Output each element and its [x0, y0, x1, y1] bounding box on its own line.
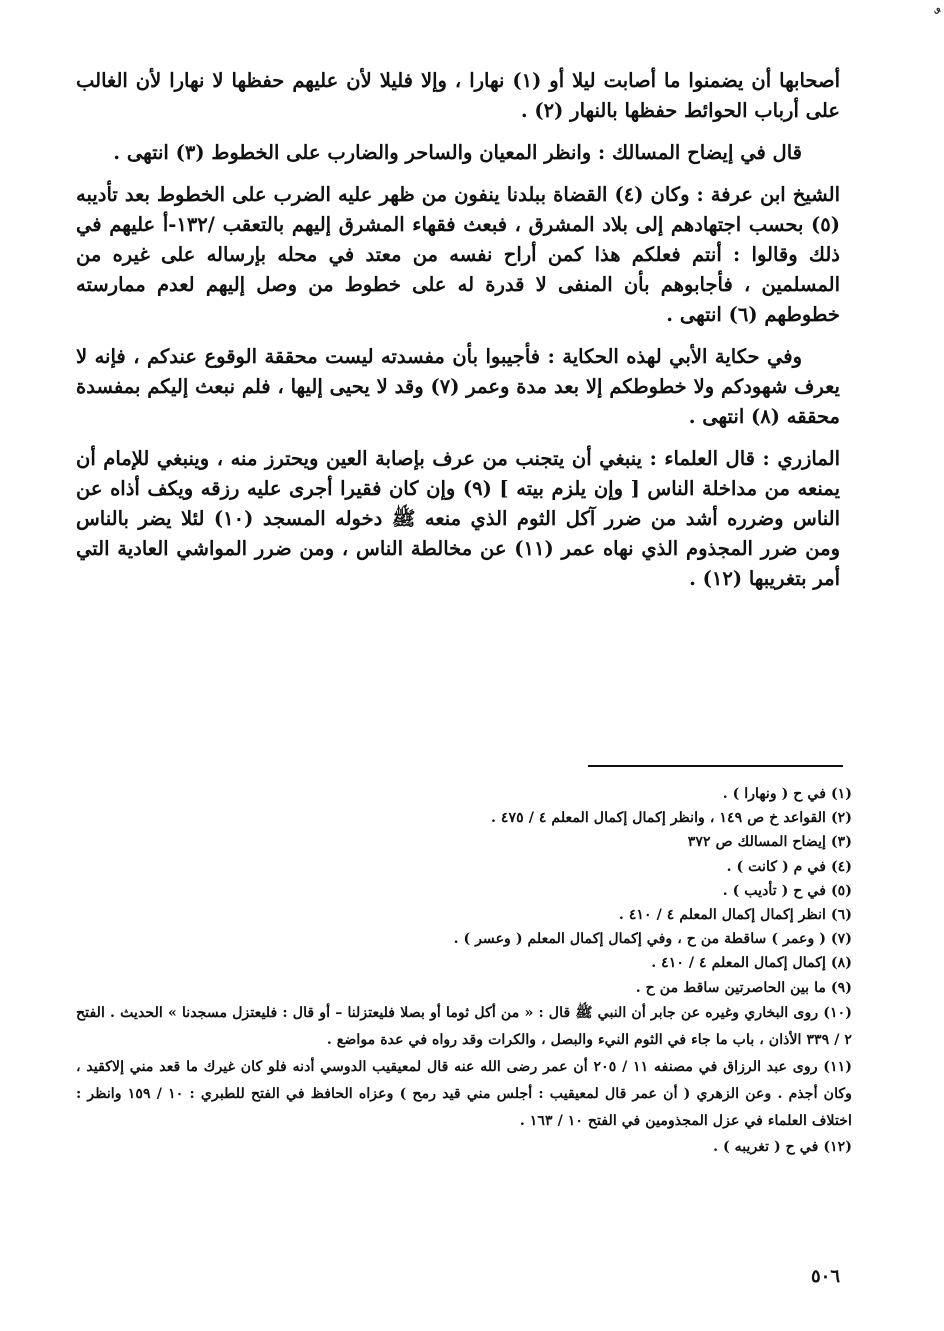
footnote-3: (٣) إيضاح المسالك ص ٣٧٢ [687, 834, 852, 851]
paragraph-1: أصحابها أن يضمنوا ما أصابت ليلا أو (١) نهارا ، وإلا فليلا لأن عليهم حفظها لا نهارا لأن الغالب على أرباب الحوائط حفظها بالنهار (٢) . [76, 69, 840, 122]
footnote-2: (٢) القواعد خ ص ١٤٩ ، وانظر إكمال إكمال المعلم ٤ / ٤٧٥ . [490, 810, 852, 827]
footnote-10: (١٠) روى البخاري وغيره عن جابر أن النبي ﷺ قال : « من أكل ثوما أو بصلا فليعتزلنا – أو قال : فليعتزل مسجدنا » الحديث . الفتح ٢ / ٣٣٩ الأذان ، باب ما جاء في الثوم النيء والبصل ، والكرات وقد رواه في عدة مواضع . [76, 1004, 852, 1048]
footnotes [76, 782, 852, 1159]
paragraph-5: المازري : قال العلماء : ينبغي أن يتجنب من عرف بإصابة العين ويحترز منه ، وينبغي للإمام أن يمنعه من مداخلة الناس [ وإن يلزم بيته ] (٩) وإن كان فقيرا أجرى عليه رزقه ويكف أذاه عن الناس وضرره أشد من ضرر آكل الثوم الذي منعه ﷺ دخوله المسجد (١٠) لئلا يضر بالناس ومن ضرر المجذوم الذي نهاه عمر (١١) عن مخالطة الناس ، ومن ضرر المواشي العادية التي أمر بتغريبها (١٢) . [76, 447, 840, 590]
paragraph-4: وفي حكاية الأبي لهذه الحكاية : فأجيبوا بأن مفسدته ليست محققة الوقوع عندكم ، فإنه لا يعرف شهودكم ولا خطوطكم إلا بعد مدة وعمر (٧) وقد لا يحيى إليها ، فلم نبعث إليكم بمفسدة محققه (٨) انتهى . [76, 345, 840, 428]
footnote-6: (٦) انظر إكمال إكمال المعلم ٤ / ٤١٠ . [618, 907, 852, 924]
page-number: ٥٠٦ [810, 1266, 840, 1287]
footnote-12: (١٢) في ح ( تغريبه ) . [713, 1138, 852, 1155]
footnote-5: (٥) في ح ( تأديب ) . [722, 882, 852, 899]
footnote-7: (٧) ( وعمر ) ساقطة من ح ، وفي إكمال إكمال المعلم ( وعسر ) . [453, 931, 852, 948]
footnote-8: (٨) إكمال إكمال المعلم ٤ / ٤١٠ . [651, 955, 852, 972]
footnote-4: (٤) في م ( كانت ) . [726, 858, 852, 875]
footnote-9: (٩) ما بين الحاصرتين ساقط من ح . [635, 979, 852, 996]
footnote-1: (١) في ح ( ونهارا ) . [722, 786, 852, 802]
paragraph-2: قال في إيضاح المسالك : وانظر المعيان والساحر والضارب على الخطوط (٣) انتهى . [113, 141, 802, 164]
footnote-divider [588, 765, 843, 767]
paragraph-3: الشيخ ابن عرفة : وكان (٤) القضاة ببلدنا ينفون من ظهر عليه الضرب على الخطوط بعد تأديبه (٥) بحسب اجتهادهم إلى بلاد المشرق ، فبعث فقهاء المشرق إليهم بالتعقب /١٣٢-أ عليهم في ذلك وقالوا : أنتم فعلكم هذا كمن أراح نفسه من معتد في محله بإرساله على غيره من المسلمين ، فأجابوهم بأن المنفى لا قدرة له على خطوط من وصل إليهم لعدم ممارسته خطوطهم (٦) انتهى . [76, 183, 840, 326]
main-text [76, 66, 840, 606]
footnote-11: (١١) روى عبد الرزاق في مصنفه ١١ / ٢٠٥ أن عمر رضى الله عنه قال لمعيقيب الدوسي أدنه فلو كان غيرك ما قعد مني إلاكقيد ، وكان أجذم . وعن الزهري ( أن عمر قال لمعيقيب : أجلس مني قيد رمح ) وعزاه الحافظ في الفتح للطبري : ١٠ / ١٥٩ وانظر : اختلاف العلماء في عزل المجذومين في الفتح ١٠ / ١٦٣ . [76, 1058, 853, 1129]
